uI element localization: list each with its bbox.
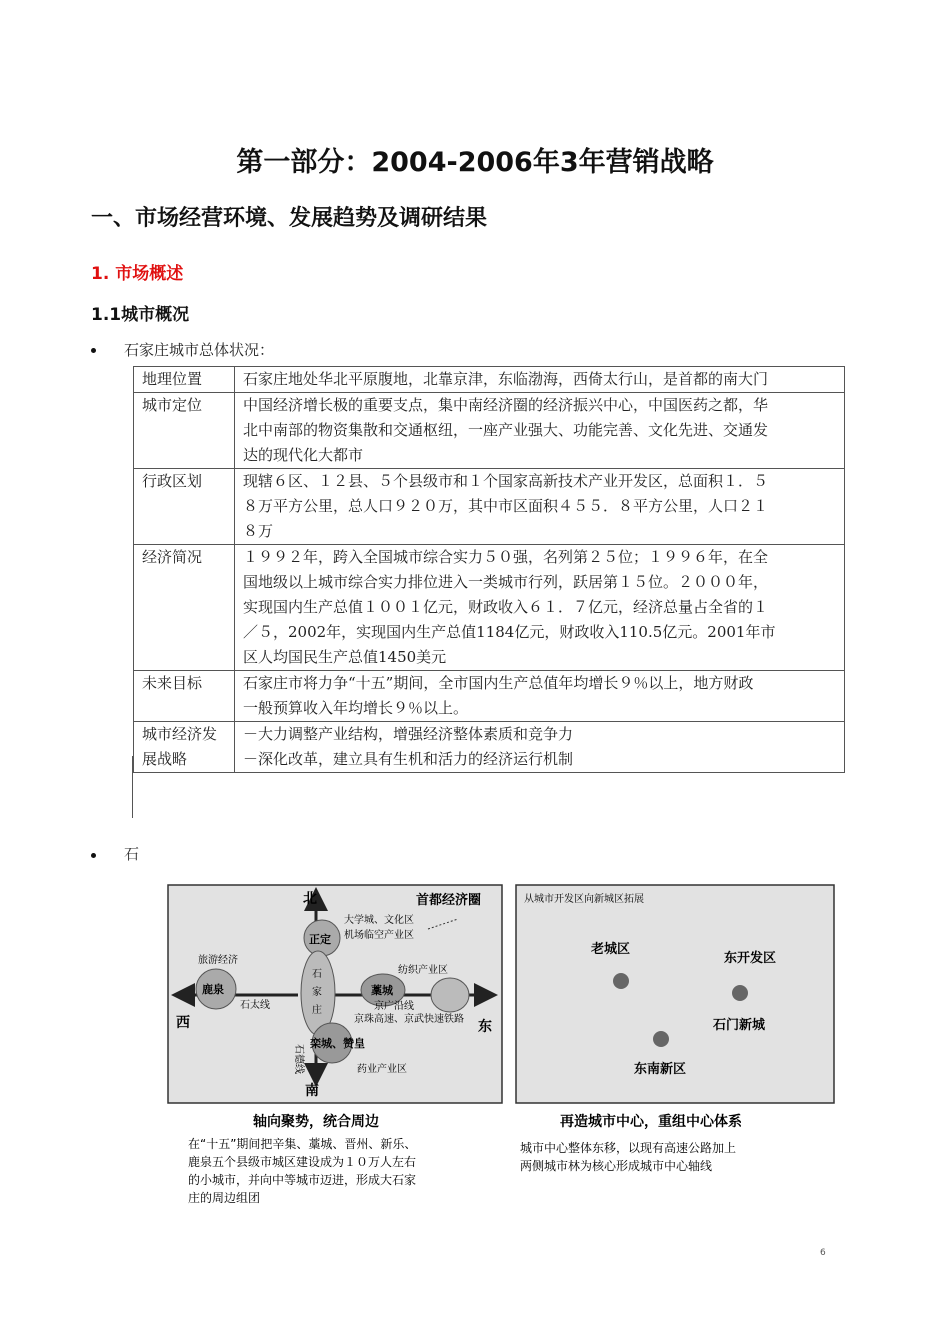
- row-content-line: ／５，2002年，实现国内生产总值1184亿元，财政收入110.5亿元。2001年市: [243, 623, 776, 641]
- row-content-line: 石家庄地处华北平原腹地，北靠京津，东临渤海，西倚太行山，是首都的南大门: [243, 370, 769, 388]
- east-node: [431, 978, 469, 1012]
- right-panel-header: 从城市开发区向新城区拓展: [524, 894, 644, 905]
- left-desc-line: 的小城市，并向中等城市迈进，形成大石家: [188, 1173, 417, 1187]
- pharma-label: 药业产业区: [357, 1064, 407, 1075]
- east-dev-label: 东开发区: [724, 951, 777, 966]
- center-label-2: 家: [312, 987, 322, 998]
- right-caption: 再造城市中心，重组中心体系: [560, 1114, 742, 1130]
- city-overview-table: [133, 366, 845, 768]
- subsubsection-heading: 1.1城市概况: [91, 305, 190, 325]
- airport-label: 机场临空产业区: [344, 930, 414, 941]
- bullet-dot: [91, 348, 96, 353]
- table-row: [134, 671, 845, 722]
- jinghu-label: 京广沿线: [374, 1001, 414, 1012]
- row-label: 经济简况: [134, 545, 235, 671]
- center-label-1: 石: [312, 969, 322, 980]
- table-row: [134, 722, 845, 773]
- east-dev-dot: [732, 985, 748, 1001]
- shitai-label: 石太线: [240, 1000, 270, 1011]
- left-caption: 轴向聚势，统合周边: [253, 1114, 379, 1130]
- right-desc-line: 两侧城市林为核心形成城市中心轴线: [520, 1159, 713, 1173]
- figure-svg: [168, 885, 838, 1215]
- row-content-line: 实现国内生产总值１００１亿元，财政收入６１．７亿元，经济总量占全省的１: [243, 598, 769, 616]
- table-row: [134, 393, 845, 469]
- row-content: [235, 545, 845, 671]
- row-content: [235, 671, 845, 722]
- row-content: [235, 393, 845, 469]
- bullet-dot: [91, 853, 96, 858]
- row-content-line: 达的现代化大都市: [243, 446, 364, 464]
- highway-label: 京珠高速、京武快速铁路: [354, 1014, 464, 1025]
- west-label: 西: [176, 1015, 190, 1031]
- row-content-line: －深化改革，建立具有生机和活力的经济运行机制: [243, 750, 574, 768]
- bullet-text-fragment: 石: [124, 845, 140, 863]
- southeast-label: 东南新区: [634, 1062, 687, 1077]
- table-row: [134, 545, 845, 671]
- row-content-line: 北中南部的物资集散和交通枢纽，一座产业强大、功能完善、文化先进、交通发: [243, 421, 769, 439]
- row-content: [235, 469, 845, 545]
- row-label: 地理位置: [134, 367, 235, 393]
- row-label: 行政区划: [134, 469, 235, 545]
- page-number: 6: [820, 1248, 826, 1258]
- row-content-line: ８万平方公里，总人口９２０万，其中市区面积４５５．８平方公里，人口２１: [243, 497, 769, 515]
- row-content-line: －大力调整产业结构，增强经济整体素质和竞争力: [243, 725, 574, 743]
- row-content: [235, 367, 845, 393]
- row-content-line: １９９２年，跨入全国城市综合实力５０强，名列第２５位；１９９６年，在全: [243, 548, 769, 566]
- row-content-line: 国地级以上城市综合实力排位进入一类城市行列，跃居第１５位。２０００年，: [243, 573, 769, 591]
- old-city-label: 老城区: [591, 942, 631, 957]
- table-row: [134, 469, 845, 545]
- row-content: [235, 722, 845, 773]
- gaocheng-label: 藁城: [371, 984, 393, 997]
- luquan-label: 鹿泉: [202, 983, 224, 996]
- tourism-label: 旅游经济: [198, 955, 238, 966]
- row-content-line: 一般预算收入年均增长９％以上。: [243, 699, 469, 717]
- left-desc-line: 在“十五”期间把辛集、藁城、晋州、新乐、: [188, 1137, 417, 1151]
- old-city-dot: [613, 973, 629, 989]
- east-label: 东: [478, 1019, 492, 1035]
- north-label: 北: [303, 891, 317, 907]
- left-desc-line: 庄的周边组团: [188, 1191, 261, 1205]
- section-heading: 一、市场经营环境、发展趋势及调研结果: [91, 206, 488, 231]
- row-content-line: ８万: [243, 522, 274, 540]
- left-desc-line: 鹿泉五个县级市城区建设成为１０万人左右: [188, 1155, 417, 1169]
- page-title: 第一部分：2004-2006年3年营销战略: [236, 147, 714, 178]
- row-label: 城市经济发展战略: [134, 722, 235, 773]
- shide-label: 石德线: [293, 1044, 304, 1074]
- city-strategy-figure: [168, 885, 838, 1215]
- row-content-line: 区人均国民生产总值1450美元: [243, 648, 447, 666]
- south-label: 南: [305, 1083, 319, 1099]
- university-label: 大学城、文化区: [344, 915, 414, 926]
- left-panel-header: 首都经济圈: [416, 893, 482, 908]
- row-content-line: 中国经济增长极的重要支点，集中南经济圈的经济振兴中心，中国医药之都，华: [243, 396, 769, 414]
- table-left-border: [132, 756, 133, 818]
- shimen-label: 石门新城: [713, 1018, 766, 1033]
- textile-label: 纺织产业区: [398, 965, 448, 976]
- center-label-3: 庄: [312, 1005, 322, 1016]
- row-content-line: 现辖６区、１２县、５个县级市和１个国家高新技术产业开发区，总面积１．５: [243, 472, 769, 490]
- row-label: 未来目标: [134, 671, 235, 722]
- zhengding-label: 正定: [309, 933, 331, 946]
- row-content-line: 石家庄市将力争“十五”期间，全市国内生产总值年均增长９％以上，地方财政: [243, 674, 754, 692]
- subsection-heading: 1. 市场概述: [91, 264, 184, 284]
- row-label: 城市定位: [134, 393, 235, 469]
- southeast-dot: [653, 1031, 669, 1047]
- table-row: [134, 367, 845, 393]
- intro-text: 石家庄城市总体状况：: [124, 341, 275, 359]
- right-desc-line: 城市中心整体东移，以现有高速公路加上: [520, 1141, 737, 1155]
- luancheng-label: 栾城、赞皇: [310, 1037, 365, 1050]
